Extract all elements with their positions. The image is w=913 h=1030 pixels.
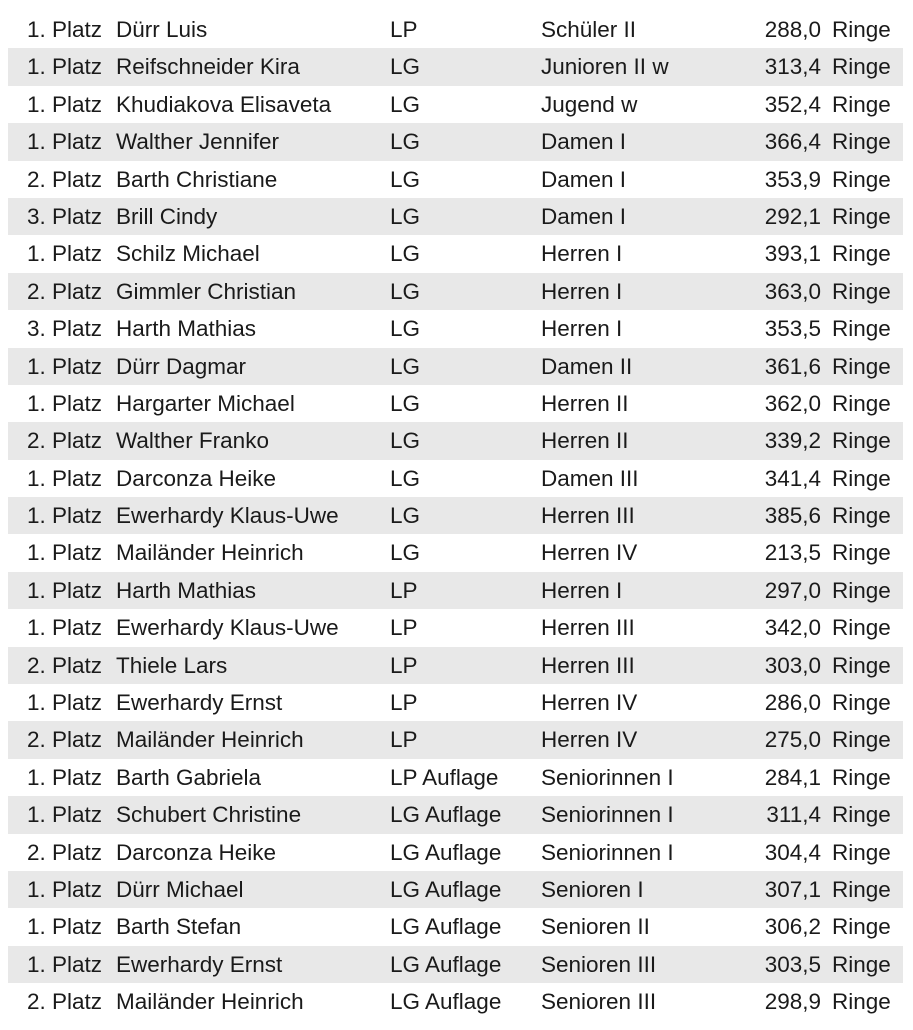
name-cell: Darconza Heike [116,465,277,491]
name-cell: Gimmler Christian [116,278,297,304]
place-cell: 1. Platz [27,17,103,42]
score-cell: 303,0 [764,652,821,678]
unit-cell: Ringe [832,428,891,454]
discipline-cell: LP [390,577,418,603]
class-cell: Herren II [541,428,629,454]
place-cell: 2. Platz [27,652,103,678]
discipline-cell: LP [390,727,418,753]
place-cell: 3. Platz [27,203,103,229]
table-row [8,759,903,796]
name-cell: Reifschneider Kira [116,54,300,80]
discipline-cell: LG Auflage [390,802,502,828]
class-cell: Senioren I [541,876,644,902]
discipline-cell: LG [390,91,421,117]
table-row [8,123,903,160]
name-cell: Ewerhardy Ernst [116,951,283,977]
score-cell: 341,4 [764,465,821,491]
class-cell: Herren I [541,278,623,304]
place-cell: 1. Platz [27,353,103,379]
score-cell: 284,1 [764,764,821,790]
score-cell: 288,0 [764,17,821,42]
name-cell: Barth Stefan [116,914,242,940]
score-cell: 286,0 [764,690,821,716]
place-cell: 1. Platz [27,54,103,80]
table-row [8,422,903,459]
unit-cell: Ringe [832,278,891,304]
unit-cell: Ringe [832,727,891,753]
score-cell: 313,4 [764,54,821,80]
table-row [8,871,903,908]
unit-cell: Ringe [832,17,891,42]
score-cell: 339,2 [764,428,821,454]
discipline-cell: LG Auflage [390,989,502,1015]
score-cell: 385,6 [764,503,821,529]
place-cell: 1. Platz [27,615,103,641]
score-cell: 393,1 [764,241,821,267]
discipline-cell: LP [390,17,418,42]
name-cell: Mailänder Heinrich [116,989,304,1015]
class-cell: Herren IV [541,540,638,566]
unit-cell: Ringe [832,503,891,529]
class-cell: Herren III [541,652,635,678]
table-row [8,235,903,272]
name-cell: Ewerhardy Klaus-Uwe [116,615,339,641]
discipline-cell: LG [390,465,421,491]
class-cell: Senioren III [541,989,657,1015]
unit-cell: Ringe [832,353,891,379]
score-cell: 304,4 [764,839,821,865]
unit-cell: Ringe [832,390,891,416]
class-cell: Herren IV [541,727,638,753]
discipline-cell: LP Auflage [390,764,499,790]
unit-cell: Ringe [832,54,891,80]
name-cell: Dürr Michael [116,876,244,902]
discipline-cell: LG [390,540,421,566]
class-cell: Damen I [541,166,627,192]
place-cell: 1. Platz [27,951,103,977]
name-cell: Thiele Lars [116,652,228,678]
unit-cell: Ringe [832,652,891,678]
table-row [8,647,903,684]
table-row [8,908,903,945]
table-row [8,946,903,983]
unit-cell: Ringe [832,802,891,828]
score-cell: 352,4 [764,91,821,117]
class-cell: Damen I [541,203,627,229]
place-cell: 1. Platz [27,540,103,566]
place-cell: 1. Platz [27,129,103,155]
class-cell: Damen I [541,129,627,155]
score-cell: 311,4 [766,802,821,828]
name-cell: Barth Gabriela [116,764,262,790]
table-row [8,572,903,609]
table-row [8,198,903,235]
class-cell: Herren III [541,615,635,641]
score-cell: 297,0 [764,577,821,603]
score-cell: 363,0 [764,278,821,304]
name-cell: Hargarter Michael [116,390,295,416]
score-cell: 361,6 [764,353,821,379]
place-cell: 1. Platz [27,390,103,416]
place-cell: 2. Platz [27,989,103,1015]
place-cell: 1. Platz [27,91,103,117]
class-cell: Herren III [541,503,635,529]
discipline-cell: LG [390,166,421,192]
discipline-cell: LG Auflage [390,951,502,977]
table-row [8,460,903,497]
unit-cell: Ringe [832,615,891,641]
table-row [8,684,903,721]
unit-cell: Ringe [832,839,891,865]
unit-cell: Ringe [832,951,891,977]
name-cell: Mailänder Heinrich [116,540,304,566]
table-row [8,834,903,871]
class-cell: Seniorinnen I [541,764,674,790]
name-cell: Brill Cindy [116,203,218,229]
place-cell: 2. Platz [27,278,103,304]
place-cell: 1. Platz [27,241,103,267]
place-cell: 1. Platz [27,914,103,940]
discipline-cell: LP [390,615,418,641]
discipline-cell: LP [390,652,418,678]
class-cell: Senioren II [541,914,650,940]
unit-cell: Ringe [832,91,891,117]
discipline-cell: LG [390,503,421,529]
table-row [8,86,903,123]
table-row [8,983,903,1020]
unit-cell: Ringe [832,166,891,192]
score-cell: 307,1 [764,876,821,902]
name-cell: Harth Mathias [116,316,257,342]
name-cell: Schubert Christine [116,802,302,828]
place-cell: 2. Platz [27,727,103,753]
name-cell: Khudiakova Elisaveta [116,91,332,117]
name-cell: Ewerhardy Ernst [116,690,283,716]
score-cell: 303,5 [764,951,821,977]
table-row [8,310,903,347]
name-cell: Darconza Heike [116,839,277,865]
discipline-cell: LG [390,428,421,454]
table-row [8,11,903,48]
table-row [8,796,903,833]
unit-cell: Ringe [832,989,891,1015]
table-row [8,48,903,85]
score-cell: 362,0 [764,390,821,416]
place-cell: 3. Platz [27,316,103,342]
class-cell: Schüler II [541,17,637,42]
place-cell: 1. Platz [27,577,103,603]
unit-cell: Ringe [832,914,891,940]
name-cell: Barth Christiane [116,166,278,192]
discipline-cell: LG [390,353,421,379]
unit-cell: Ringe [832,764,891,790]
discipline-cell: LG [390,241,421,267]
name-cell: Schilz Michael [116,241,260,267]
score-cell: 213,5 [764,540,821,566]
score-cell: 353,5 [764,316,821,342]
table-row [8,609,903,646]
discipline-cell: LG Auflage [390,839,502,865]
unit-cell: Ringe [832,465,891,491]
score-cell: 353,9 [764,166,821,192]
place-cell: 2. Platz [27,839,103,865]
class-cell: Herren I [541,577,623,603]
unit-cell: Ringe [832,690,891,716]
discipline-cell: LG [390,316,421,342]
class-cell: Herren II [541,390,629,416]
place-cell: 1. Platz [27,764,103,790]
unit-cell: Ringe [832,577,891,603]
name-cell: Ewerhardy Klaus-Uwe [116,503,339,529]
class-cell: Damen II [541,353,633,379]
score-cell: 342,0 [764,615,821,641]
unit-cell: Ringe [832,316,891,342]
score-cell: 366,4 [764,129,821,155]
class-cell: Herren IV [541,690,638,716]
place-cell: 2. Platz [27,428,103,454]
class-cell: Junioren II w [541,54,669,80]
unit-cell: Ringe [832,129,891,155]
unit-cell: Ringe [832,203,891,229]
place-cell: 1. Platz [27,802,103,828]
class-cell: Herren I [541,241,623,267]
discipline-cell: LG [390,390,421,416]
discipline-cell: LG [390,54,421,80]
table-row [8,385,903,422]
name-cell: Harth Mathias [116,577,257,603]
score-cell: 292,1 [764,203,821,229]
place-cell: 2. Platz [27,166,103,192]
name-cell: Walther Franko [116,428,269,454]
discipline-cell: LG Auflage [390,876,502,902]
place-cell: 1. Platz [27,876,103,902]
unit-cell: Ringe [832,876,891,902]
results-table [8,11,903,1021]
class-cell: Damen III [541,465,639,491]
class-cell: Seniorinnen I [541,839,674,865]
name-cell: Mailänder Heinrich [116,727,304,753]
table-row [8,721,903,758]
discipline-cell: LG [390,278,421,304]
class-cell: Jugend w [541,91,638,117]
discipline-cell: LP [390,690,418,716]
name-cell: Dürr Luis [116,17,208,42]
place-cell: 1. Platz [27,465,103,491]
table-row [8,273,903,310]
table-row [8,534,903,571]
place-cell: 1. Platz [27,503,103,529]
score-cell: 306,2 [764,914,821,940]
class-cell: Herren I [541,316,623,342]
table-row [8,348,903,385]
table-row [8,497,903,534]
unit-cell: Ringe [832,241,891,267]
score-cell: 275,0 [764,727,821,753]
discipline-cell: LG [390,129,421,155]
discipline-cell: LG Auflage [390,914,502,940]
score-cell: 298,9 [764,989,821,1015]
unit-cell: Ringe [832,540,891,566]
place-cell: 1. Platz [27,690,103,716]
table-row [8,161,903,198]
name-cell: Dürr Dagmar [116,353,247,379]
name-cell: Walther Jennifer [116,129,279,155]
class-cell: Senioren III [541,951,657,977]
class-cell: Seniorinnen I [541,802,674,828]
discipline-cell: LG [390,203,421,229]
